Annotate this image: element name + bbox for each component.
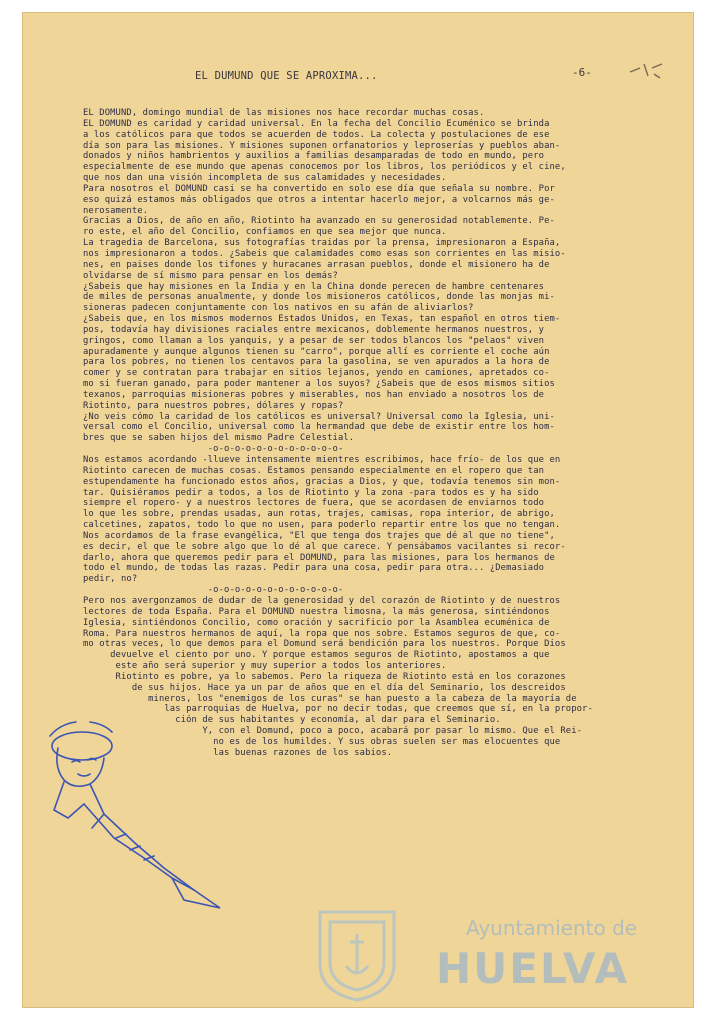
body-line: Nos acordamos de la frase evangélica, "El que tenga dos trajes que dé al que no tiene", bbox=[83, 530, 555, 541]
body-line: apuradamente y aunque algunos tienen su "carro", porque allí es corriente el coche aún bbox=[83, 346, 550, 357]
body-line: lectores de toda España. Para el DOMUND nuestra limosna, la más generosa, sintiéndonos bbox=[83, 606, 550, 617]
body-line: devuelve el ciento por uno. Y porque estamos seguros de Riotinto, apostamos a que bbox=[83, 650, 550, 661]
body-line: de miles de personas anualmente, y donde los misioneros católicos, donde las monjas mi- bbox=[83, 292, 555, 303]
body-line: Nos estamos acordando -llueve intensamente mientres escribimos, hace frío- de los que en bbox=[83, 455, 561, 465]
city-seal-watermark bbox=[312, 904, 402, 1004]
body-line: este año será superior y muy superior a todos los anteriores. bbox=[83, 661, 447, 672]
body-line: Riotinto, para nuestros pobres, dólares y ropas? bbox=[83, 400, 344, 411]
body-line: lo que les sobre, prendas usadas, aun rotas, trajes, camisas, ropa interior, de abrigo, bbox=[83, 509, 555, 520]
body-line: Pero nos avergonzamos de dudar de la generosidad y del corazón de Riotinto y de nuestros bbox=[83, 595, 561, 606]
body-line: versal como el Concilio, universal como la hermandad que debe de existir entre los hom- bbox=[83, 422, 555, 433]
body-line: es decir, el que le sobre algo que lo dé al que carece. Y pensábamos vacilantes si recor- bbox=[83, 541, 566, 552]
body-line: donados y niños hambrientos y auxilios a familias desamparadas de todo en mundo, pero bbox=[83, 151, 545, 162]
body-line: que nos dan una visión incompleta de sus calamidades y necesidades. bbox=[83, 173, 447, 184]
body-line: nos impresionaron a todos. ¿Sabeis que calamidades como esas son corrientes en las misio- bbox=[83, 248, 566, 259]
body-line: bres que se saben hijos del mismo Padre Celestial. bbox=[83, 433, 355, 444]
body-line: de sus hijos. Hace ya un par de años que en el día del Seminario, los descreidos bbox=[83, 682, 566, 693]
missionary-sketch-drawing bbox=[44, 718, 234, 918]
page-number: -6- bbox=[572, 66, 592, 79]
body-line: día son para las misiones. Y misiones suponen orfanatorios y leproserías y pueblos aban- bbox=[83, 140, 561, 151]
body-line: Y, con el Domund, poco a poco, acabará por pasar lo mismo. Que el Rei- bbox=[83, 726, 583, 737]
body-line: nes, en paises donde los tifones y huracanes arrasan pueblos, donde el misionero ha de bbox=[83, 259, 550, 270]
body-line: pedir, no? bbox=[83, 574, 138, 585]
body-line: ¿Sabeis que, en los mismos modernos Estados Unidos, en Texas, tan español en otros tiem- bbox=[83, 314, 561, 325]
body-line: ro este, el año del Concilio, confiamos en que sea mejor que nunca. bbox=[83, 227, 447, 238]
article-body bbox=[83, 108, 693, 759]
body-line: no es de los humildes. Y sus obras suelen ser mas elocuentes que bbox=[83, 736, 561, 747]
body-line: EL DOMUND, domingo mundial de las misiones nos hace recordar muchas cosas. bbox=[83, 108, 485, 118]
body-line: eso quizá estamos más obligados que otros a intentar hacerlo mejor, a volcarnos más ge- bbox=[83, 194, 555, 205]
body-line: texanos, parroquias misioneras pobres y miserables, nos han enviado a nosotros los de bbox=[83, 389, 545, 400]
body-line: Gracias a Dios, de año en año, Riotinto ha avanzado en su generosidad notablemente. Pe- bbox=[83, 216, 555, 227]
body-line: estupendamente ha funcionado estos años, gracias a Dios, y que, todavía tenemos sin mon- bbox=[83, 476, 561, 487]
body-line: Para nosotros el DOMUND casi se ha convertido en solo ese día que señala su nombre. Por bbox=[83, 183, 555, 194]
article-heading: EL DUMUND QUE SE APROXIMA... bbox=[195, 70, 378, 82]
body-line: ¿Sabeis que hay misiones en la India y en la China donde perecen de hambre centenares bbox=[83, 281, 545, 292]
body-line: todo el mundo, de todas las razas. Pedir para una cosa, pedir para otra... ¿Demasiado bbox=[83, 563, 545, 574]
body-line: -o-o-o-o-o-o-o-o-o-o-o-o- bbox=[83, 444, 344, 455]
body-line: mineros, los "enemigos de los curas" se han puesto a la cabeza de la mayoría de bbox=[83, 693, 577, 704]
body-line: ción de sus habitantes y economía, al dar para el Seminario. bbox=[83, 715, 501, 726]
body-line: a los católicos para que todos se acuerden de todos. La colecta y postulaciones de ese bbox=[83, 129, 550, 140]
body-line: comer y se contratan para trabajar en sitios lejanos, yendo en camiones, apretados co- bbox=[83, 368, 550, 379]
body-line: La tragedia de Barcelona, sus fotografías traidas por la prensa, impresionaron a España, bbox=[83, 238, 561, 249]
body-line: las parroquias de Huelva, por no decir todas, que creemos que sí, en la propor- bbox=[83, 704, 593, 715]
watermark-institution-line: Ayuntamiento de bbox=[466, 916, 638, 940]
body-line: nerosamente. bbox=[83, 205, 149, 216]
body-line: las buenas razones de los sabios. bbox=[83, 747, 393, 758]
body-line: para los pobres, no tienen los centavos para la gasolina, se ven apurados a la hora de bbox=[83, 357, 550, 368]
body-line: calcetines, zapatos, todo lo que no usen, para poderlo repartir entre los que no tengan. bbox=[83, 520, 561, 531]
body-line: pos, todavía hay divisiones raciales entre mexicanos, doblemente hermanos nuestros, y bbox=[83, 324, 545, 335]
body-line: Roma. Para nuestros hermanos de aquí, la ropa que nos sobre. Estamos seguros de que, co- bbox=[83, 628, 561, 639]
body-line: darlo, ahora que queremos pedir para el DOMUND, para las misiones, para los hermanos de bbox=[83, 552, 555, 563]
body-line: tar. Quisiéramos pedir a todos, a los de Riotinto y la zona -para todos es y ha sido bbox=[83, 487, 539, 498]
body-line: -o-o-o-o-o-o-o-o-o-o-o-o- bbox=[83, 585, 344, 596]
body-line: ¿No veis cómo la caridad de los católicos es universal? Universal como la Iglesia, uni- bbox=[83, 411, 555, 422]
ink-scribble-mark bbox=[624, 58, 668, 82]
body-line: EL DOMUND es caridad y caridad universal. En la fecha del Concilio Ecuménico se brinda bbox=[83, 118, 550, 129]
body-line: gringos, como llaman a los yanquis, y a pesar de ser todos blancos los "pelaos" viven bbox=[83, 335, 545, 346]
body-line: mo otras veces, lo que demos para el Domund será bendición para los nuestros. Porque Dios bbox=[83, 639, 566, 650]
watermark-city-name: HUELVA bbox=[436, 944, 630, 993]
body-line: Riotinto carecen de muchas cosas. Estamos pensando especialmente en el ropero que tan bbox=[83, 465, 545, 476]
body-line: siempre el ropero- y a nuestros lectores de fuera, que se acordasen de enviarnos todo bbox=[83, 498, 545, 509]
body-line: olvidarse de sí mismo para pensar en los demás? bbox=[83, 270, 338, 281]
body-line: Riotinto es pobre, ya lo sabemos. Pero la riqueza de Riotinto está en los corazones bbox=[83, 671, 566, 682]
body-line: mo si fueran ganado, para poder mantener a los suyos? ¿Sabeis que de esos mismos sitios bbox=[83, 379, 555, 390]
body-line: sioneras padecen conjuntamente con los nativos en su afán de aliviarlos? bbox=[83, 303, 474, 314]
body-line: especialmente de ese mundo que apenas conocemos por los libros, los periódicos y el cine, bbox=[83, 162, 566, 173]
body-line: Iglesia, sintiéndonos Concilio, como oración y sacrificio por la Asamblea ecuménica de bbox=[83, 617, 550, 628]
